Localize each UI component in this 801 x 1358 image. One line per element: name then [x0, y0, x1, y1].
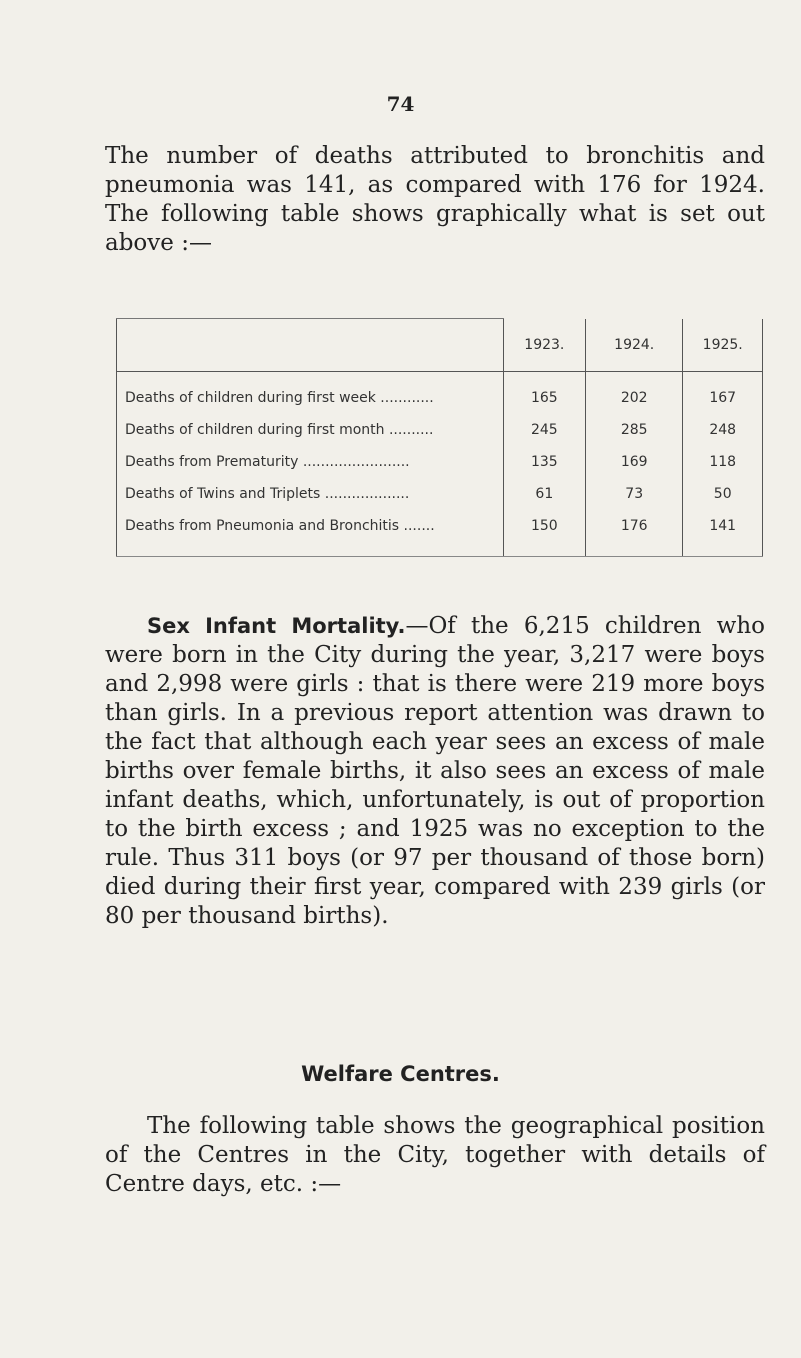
cell-value: 245 [503, 414, 585, 446]
table-row [117, 372, 763, 415]
table-header-row [117, 319, 763, 372]
table-row [117, 446, 763, 478]
table-header-1925: 1925. [683, 319, 763, 372]
table-header-blank [117, 319, 504, 372]
cell-value: 285 [586, 414, 683, 446]
cell-value: 167 [683, 372, 763, 415]
table-header-1924: 1924. [586, 319, 683, 372]
row-label: Deaths from Pneumonia and Bronchitis ....... [117, 510, 504, 557]
intro-paragraph: The number of deaths attributed to bronchitis and pneumonia was 141, as compared with 176 for 1924. The following table shows graphically what is set out above :— [105, 143, 765, 256]
cell-value: 135 [503, 446, 585, 478]
table-header-1923: 1923. [503, 319, 585, 372]
cell-value: 118 [683, 446, 763, 478]
cell-value: 165 [503, 372, 585, 415]
cell-value: 202 [586, 372, 683, 415]
row-label: Deaths from Prematurity ........................ [117, 446, 504, 478]
cell-value: 169 [586, 446, 683, 478]
sex-mortality-paragraph [105, 612, 765, 931]
cell-value: 50 [683, 478, 763, 510]
cell-value: 150 [503, 510, 585, 557]
table-row [117, 414, 763, 446]
row-label: Deaths of children during first month .......... [117, 414, 504, 446]
table-row [117, 510, 763, 557]
mortality-table [116, 318, 763, 557]
welfare-paragraph: The following table shows the geographical position of the Centres in the City, together with details of Centre days, etc. :— [105, 1113, 765, 1197]
sex-mortality-heading: Sex Infant Mortality. [147, 614, 406, 638]
page-number: 74 [386, 92, 415, 116]
cell-value: 73 [586, 478, 683, 510]
sex-mortality-text: —Of the 6,215 children who were born in the City during the year, 3,217 were boys and 2,998 were girls : that is there were 219 more boys than girls. In a previous report attention was drawn to the fact that although each year sees an excess of male births over female births, it also sees an excess of male infant deaths, which, unfortunately, is out of proportion to the birth excess ; and 1925 was no exception to the rule. Thus 311 boys (or 97 per thousand of those born) died during their first year, compared with 239 girls (or 80 per thousand births). [105, 613, 765, 929]
welfare-heading: Welfare Centres. [301, 1062, 500, 1086]
cell-value: 141 [683, 510, 763, 557]
table-row [117, 478, 763, 510]
cell-value: 248 [683, 414, 763, 446]
cell-value: 176 [586, 510, 683, 557]
row-label: Deaths of Twins and Triplets ................... [117, 478, 504, 510]
cell-value: 61 [503, 478, 585, 510]
row-label: Deaths of children during first week ............ [117, 372, 504, 415]
